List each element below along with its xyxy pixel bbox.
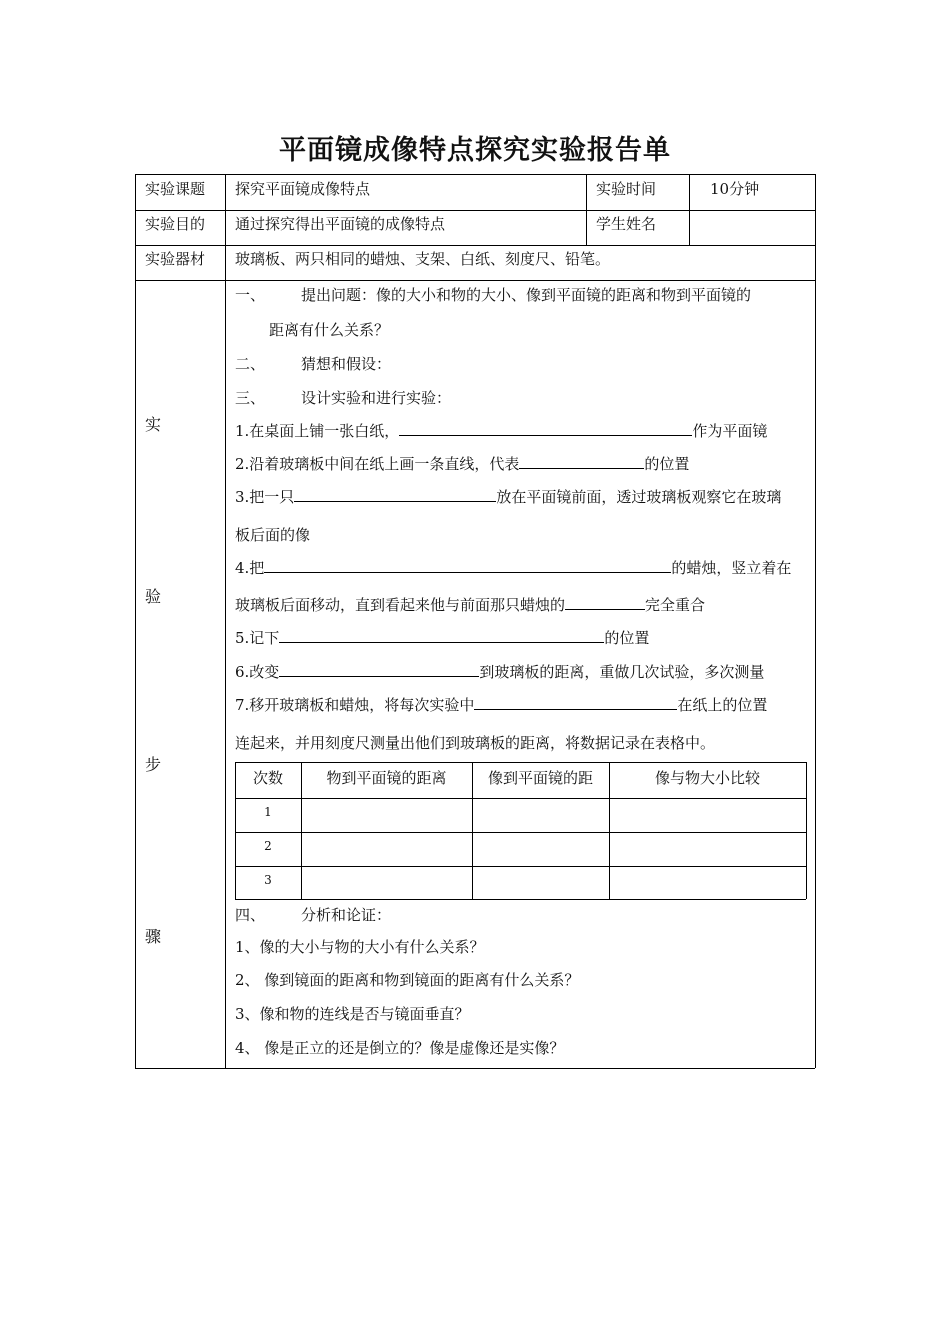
steps-label-char: 骤 — [145, 927, 162, 946]
table-border-right — [815, 174, 816, 1068]
section-question — [235, 284, 751, 305]
section-text: 猜想和假设： — [301, 355, 392, 373]
data-table-divider — [235, 798, 806, 799]
row-divider — [135, 245, 815, 246]
data-table-divider — [235, 866, 806, 867]
section-number: 一、 — [235, 286, 266, 304]
section-question-cont: 距离有什么关系？ — [269, 321, 390, 339]
procedure-step-7 — [235, 694, 767, 715]
procedure-step-3-cont: 板后面的像 — [235, 526, 311, 544]
fill-blank[interactable] — [294, 486, 496, 502]
question-2: 2、 像到镜面的距离和物到镜面的距离有什么关系？ — [235, 971, 580, 989]
fill-blank[interactable] — [279, 661, 479, 677]
page-title: 平面镜成像特点探究实验报告单 — [279, 135, 671, 166]
procedure-step-3 — [235, 486, 781, 507]
fill-blank[interactable] — [474, 694, 677, 710]
section-number: 四、 — [235, 906, 266, 924]
step-text: 完全重合 — [645, 596, 706, 614]
question-4: 4、 像是正立的还是倒立的？像是虚像还是实像？ — [235, 1039, 565, 1057]
column-divider — [225, 174, 226, 1068]
step-text: 玻璃板后面移动，直到看起来他与前面那只蜡烛的 — [235, 596, 566, 614]
steps-label-char: 实 — [145, 415, 162, 434]
steps-label-char: 步 — [145, 755, 162, 774]
step-text: 5.记下 — [235, 629, 280, 647]
step-text: 的位置 — [604, 629, 650, 647]
fill-blank[interactable] — [565, 594, 645, 610]
step-text: 放在平面镜前面，透过玻璃板观察它在玻璃 — [496, 488, 782, 506]
table-row-index: 2 — [264, 839, 272, 853]
procedure-step-7-cont: 连起来，并用刻度尺测量出他们到玻璃板的距离，将数据记录在表格中。 — [235, 734, 716, 752]
topic-value: 探究平面镜成像特点 — [235, 180, 371, 198]
table-row-index: 3 — [264, 873, 272, 887]
step-text: 1.在桌面上铺一张白纸， — [235, 422, 400, 440]
table-border-left — [135, 174, 136, 1068]
data-table-header: 像到平面镜的距 — [487, 769, 593, 787]
step-text: 4.把 — [235, 559, 265, 577]
time-value: 10分钟 — [710, 180, 760, 198]
step-text: 2.沿着玻璃板中间在纸上画一条直线，代表 — [235, 455, 520, 473]
data-table-header: 物到平面镜的距离 — [326, 769, 447, 787]
procedure-step-2 — [235, 453, 689, 474]
purpose-label: 实验目的 — [145, 215, 206, 233]
fill-blank[interactable] — [399, 420, 692, 436]
data-table-border — [806, 762, 807, 899]
topic-label: 实验课题 — [145, 180, 206, 198]
fill-blank[interactable] — [279, 627, 604, 643]
fill-blank[interactable] — [264, 557, 671, 573]
table-border-top — [135, 174, 815, 175]
section-text: 提出问题：像的大小和物的大小、像到平面镜的距离和物到平面镜的 — [301, 286, 752, 304]
data-table-border — [235, 762, 806, 763]
steps-label-char: 验 — [145, 587, 162, 606]
column-divider — [586, 174, 587, 245]
step-text: 在纸上的位置 — [677, 696, 768, 714]
data-table-divider — [235, 832, 806, 833]
question-1: 1、像的大小与物的大小有什么关系？ — [235, 938, 485, 956]
column-divider — [689, 174, 690, 245]
table-border-bottom — [135, 1068, 815, 1069]
fill-blank[interactable] — [519, 453, 644, 469]
procedure-step-1 — [235, 420, 767, 441]
procedure-step-5 — [235, 627, 649, 648]
data-table-header: 像与物大小比较 — [654, 769, 760, 787]
section-text: 设计实验和进行实验： — [301, 389, 452, 407]
data-table-header: 次数 — [252, 769, 283, 787]
procedure-step-6 — [235, 661, 764, 682]
table-row-index: 1 — [264, 805, 272, 819]
step-text: 7.移开玻璃板和蜡烛，将每次实验中 — [235, 696, 475, 714]
row-divider — [135, 210, 815, 211]
section-number: 三、 — [235, 389, 266, 407]
step-text: 的位置 — [644, 455, 690, 473]
step-text: 到玻璃板的距离，重做几次试验，多次测量 — [479, 663, 765, 681]
time-label: 实验时间 — [596, 180, 657, 198]
equipment-label: 实验器材 — [145, 250, 206, 268]
step-text: 6.改变 — [235, 663, 280, 681]
section-number: 二、 — [235, 355, 266, 373]
purpose-value: 通过探究得出平面镜的成像特点 — [235, 215, 446, 233]
section-text: 分析和论证： — [301, 906, 392, 924]
procedure-step-4 — [235, 557, 791, 578]
section-hypothesis — [235, 353, 391, 374]
row-divider — [135, 280, 815, 281]
section-analysis — [235, 904, 391, 925]
step-text: 的蜡烛，竖立着在 — [671, 559, 792, 577]
step-text: 作为平面镜 — [692, 422, 768, 440]
question-3: 3、像和物的连线是否与镜面垂直？ — [235, 1005, 470, 1023]
equipment-value: 玻璃板、两只相同的蜡烛、支架、白纸、刻度尺、铅笔。 — [235, 250, 611, 268]
section-experiment — [235, 387, 451, 408]
procedure-step-4-cont — [235, 594, 705, 615]
student-name-label: 学生姓名 — [596, 215, 657, 233]
data-table-border — [235, 899, 806, 900]
step-text: 3.把一只 — [235, 488, 295, 506]
